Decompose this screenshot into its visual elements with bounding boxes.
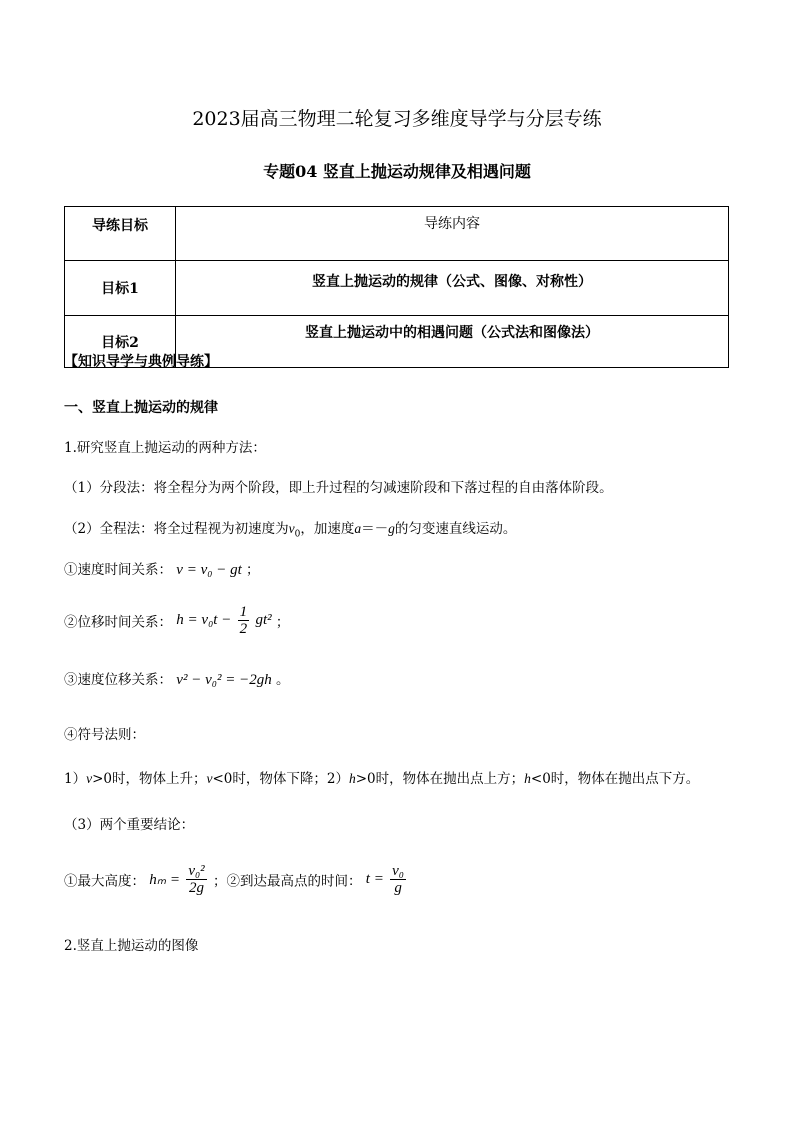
var-g: g [388, 521, 395, 536]
text-fragment: 1） [64, 771, 87, 787]
fraction-denominator: g [394, 880, 402, 896]
formula-expression: v² − v₀² = −2gh [176, 672, 272, 688]
paragraph-whole-method [64, 517, 516, 540]
conclusions-heading: （3）两个重要结论： [64, 817, 195, 833]
text-fragment: 的匀变速直线运动。 [394, 521, 517, 537]
graph-heading: 2.竖直上抛运动的图像 [64, 938, 199, 954]
fraction [186, 863, 206, 896]
formula-label: ①速度时间关系： [64, 562, 172, 578]
paragraph-segment-method: （1）分段法：将全程分为两个阶段，即上升过程的匀减速阶段和下落过程的自由落体阶段。 [64, 480, 613, 496]
conclusions-formulas [64, 863, 408, 896]
fraction [390, 863, 406, 896]
content-cell: 竖直上抛运动中的相遇问题（公式法和图像法） [176, 316, 729, 368]
formula-label: ②位移时间关系： [64, 614, 172, 631]
var-h: h [524, 771, 531, 786]
text-fragment: >0时，物体上升； [92, 771, 207, 787]
col-header-goal: 导练目标 [65, 207, 176, 261]
formula-label: ；②到达最高点的时间： [212, 873, 362, 890]
formula-label: ①最大高度： [64, 873, 145, 890]
text-fragment: <0时，物体下降；2） [212, 771, 349, 787]
text-fragment: （2）全程法：将全过程视为初速度为 [64, 521, 289, 537]
formula-expression: v = v₀ − gt [176, 562, 242, 578]
paragraph-methods: 1.研究竖直上抛运动的两种方法： [64, 440, 266, 456]
topic-subtitle: 专题04 竖直上抛运动规律及相遇问题 [263, 162, 531, 181]
fraction-denominator: 2 [239, 621, 248, 637]
sign-rule-text [64, 767, 699, 787]
formula-displacement-time [64, 604, 289, 637]
fraction-denominator: 2g [189, 880, 204, 896]
var-v: v [86, 771, 93, 786]
formula-velocity-time [64, 558, 260, 579]
table-header-row [65, 207, 729, 261]
fraction-numerator: v₀² [188, 863, 205, 879]
var-a: a [354, 521, 362, 536]
goals-table [64, 206, 729, 368]
formula-end: ； [246, 562, 260, 578]
formula-velocity-displacement [64, 668, 289, 689]
text-fragment: ，加速度 [300, 521, 355, 537]
formula-expression: gt² [255, 612, 272, 628]
formula-expression: t = [365, 871, 384, 887]
document-title: 2023届高三物理二轮复习多维度导学与分层专练 [192, 108, 602, 130]
sub-heading: 一、竖直上抛运动的规律 [64, 400, 218, 416]
content-cell: 竖直上抛运动的规律（公式、图像、对称性） [176, 261, 729, 316]
text-fragment: <0时，物体在抛出点下方。 [530, 771, 700, 787]
var-h: h [349, 771, 356, 786]
formula-expression: h = v₀t − [176, 612, 232, 628]
section-heading: 【知识导学与典例导练】 [64, 354, 218, 370]
goal-cell: 目标1 [65, 261, 176, 316]
var-v: v [206, 771, 213, 786]
sign-rule-heading: ④符号法则： [64, 727, 145, 743]
text-fragment: >0时，物体在抛出点上方； [355, 771, 525, 787]
table-row [65, 261, 729, 316]
formula-label: ③速度位移关系： [64, 672, 172, 688]
subscript: 0 [294, 529, 301, 540]
fraction-numerator: 1 [239, 604, 248, 620]
col-header-content: 导练内容 [176, 207, 729, 261]
text-fragment: ＝－ [361, 521, 389, 537]
formula-end: 。 [275, 672, 290, 688]
formula-end: ； [275, 614, 290, 631]
fraction [238, 604, 250, 637]
fraction-numerator: v₀ [392, 863, 404, 879]
goal-cell: 目标2 [65, 316, 176, 368]
formula-expression: hₘ = [149, 872, 181, 888]
var-v: v [288, 521, 295, 536]
